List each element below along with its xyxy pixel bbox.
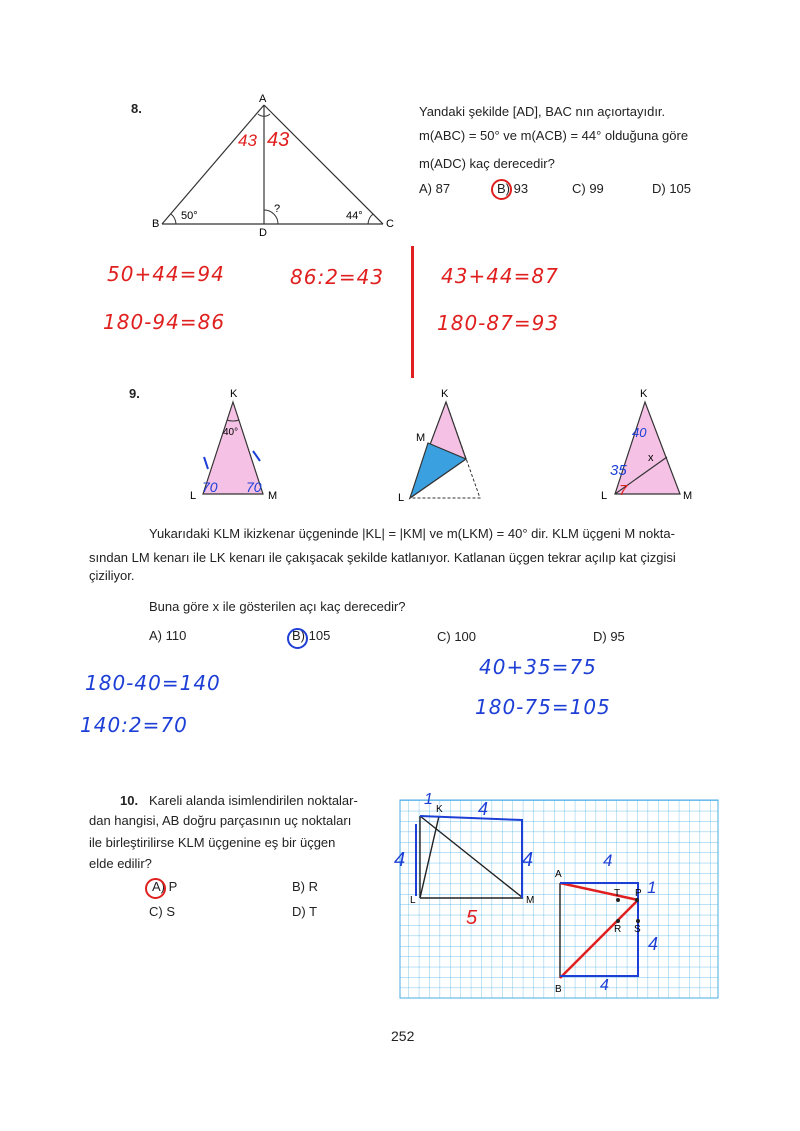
q10-hand-b: 4 bbox=[600, 977, 609, 994]
q10-label-m: M bbox=[526, 895, 535, 906]
q8-hand-half1: 43 bbox=[238, 131, 257, 150]
q8-label-c: C bbox=[386, 218, 394, 230]
q9-hand-l: 70 bbox=[202, 479, 218, 495]
q9-text-line1: Yukarıdaki KLM ikizkenar üçgeninde |KL| = |KM| ve m(LKM) = 40° dir. KLM üçgeni M nokta- bbox=[149, 526, 675, 541]
q10-label-t: T bbox=[614, 888, 621, 899]
q9-fig3-x: x bbox=[648, 452, 654, 464]
q10-label-b: B bbox=[555, 984, 562, 995]
q9-fig1-k: K bbox=[230, 388, 238, 400]
q8-text-line2: m(ABC) = 50° ve m(ACB) = 44° olduğuna göre bbox=[419, 128, 689, 143]
q8-option-b[interactable]: B) 93 bbox=[497, 181, 529, 196]
question-9-number: 9. bbox=[129, 386, 140, 401]
q10-text-line3: ile birleştirilirse KLM üçgenine eş bir üçgen bbox=[89, 835, 336, 850]
q10-option-b[interactable]: B) R bbox=[292, 879, 318, 894]
q10-option-d[interactable]: D) T bbox=[292, 904, 318, 919]
q9-text-line3: çiziliyor. bbox=[89, 568, 135, 583]
q8-angle-c: 44° bbox=[346, 210, 363, 222]
q8-triangle-figure bbox=[140, 88, 410, 243]
q8-option-d[interactable]: D) 105 bbox=[652, 181, 692, 196]
q10-label-l: L bbox=[410, 895, 416, 906]
q8-text-line3: m(ADC) kaç derecedir? bbox=[419, 156, 555, 171]
q9-triangle-figures bbox=[180, 385, 720, 510]
q9-hand-k3: 40 bbox=[632, 425, 647, 440]
q10-hand-a: 4 bbox=[603, 851, 613, 870]
q10-hand-p: 1 bbox=[647, 878, 657, 897]
q10-label-p: P bbox=[635, 888, 642, 899]
q9-work-right-2: 180-75=105 bbox=[475, 695, 611, 719]
question-8-number: 8. bbox=[131, 101, 142, 116]
q9-option-a[interactable]: A) 110 bbox=[149, 628, 187, 643]
q10-label-k: K bbox=[436, 804, 443, 815]
q8-hand-half2: 43 bbox=[267, 129, 290, 151]
q10-hand-left: 4 bbox=[394, 849, 406, 871]
q10-selected-answer-mark bbox=[145, 878, 166, 899]
q9-hand-l3a: 35 bbox=[610, 462, 627, 479]
q8-angle-b: 50° bbox=[181, 210, 198, 222]
q10-label-a: A bbox=[555, 869, 562, 880]
q8-label-d: D bbox=[259, 227, 267, 239]
q9-fig2-l: L bbox=[398, 492, 405, 504]
q8-option-a[interactable]: A) 87 bbox=[419, 181, 451, 196]
q10-text-line1: Kareli alanda isimlendirilen noktalar- bbox=[149, 793, 358, 808]
q8-label-a: A bbox=[259, 93, 267, 105]
q9-work-left-1: 180-40=140 bbox=[85, 671, 221, 695]
q10-hand-k: 1 bbox=[424, 791, 433, 808]
q9-question: Buna göre x ile gösterilen açı kaç derecedir? bbox=[149, 599, 406, 614]
page-number: 252 bbox=[391, 1028, 415, 1044]
q10-text-line2: dan hangisi, AB doğru parçasının uç noktaları bbox=[89, 813, 352, 828]
q10-hand-bottom: 5 bbox=[466, 907, 478, 929]
q8-work-right-1: 43+44=87 bbox=[441, 264, 559, 288]
q8-work-left-2: 180-94=86 bbox=[103, 310, 226, 334]
q10-hand-right: 4 bbox=[522, 849, 534, 871]
q10-hand-r: 4 bbox=[648, 934, 659, 954]
q10-text-line4: elde edilir? bbox=[89, 856, 152, 871]
q9-selected-answer-mark bbox=[287, 628, 308, 649]
q10-label-r: R bbox=[614, 924, 622, 935]
q9-hand-l3b: 7 bbox=[619, 482, 628, 499]
q9-fig1-m: M bbox=[268, 490, 278, 502]
q10-label-s: S bbox=[634, 924, 641, 935]
q8-work-left-1: 50+44=94 bbox=[107, 262, 225, 286]
q9-fig3-k: K bbox=[640, 388, 648, 400]
q10-option-c[interactable]: C) S bbox=[149, 904, 175, 919]
q9-fig2-m: M bbox=[416, 432, 426, 444]
q9-text-line2: sından LM kenarı ile LK kenarı ile çakışacak şekilde katlanıyor. Katlanan üçgen tekrar açılıp kat çizgisi bbox=[89, 550, 676, 565]
q9-fig3-m: M bbox=[683, 490, 693, 502]
q10-grid-figure bbox=[394, 790, 723, 1002]
q9-fig3-l: L bbox=[601, 490, 608, 502]
q8-work-mid: 86:2=43 bbox=[290, 265, 385, 289]
q10-hand-top: 4 bbox=[478, 799, 489, 819]
q8-work-divider bbox=[411, 246, 414, 378]
q9-fig2-k: K bbox=[441, 388, 449, 400]
q8-work-right-2: 180-87=93 bbox=[437, 311, 560, 335]
q9-option-d[interactable]: D) 95 bbox=[593, 629, 625, 644]
q9-option-b[interactable]: B) 105 bbox=[292, 628, 331, 643]
question-10-number: 10. bbox=[120, 793, 139, 808]
q10-option-a[interactable]: A) P bbox=[152, 879, 178, 894]
q8-selected-answer-mark bbox=[491, 179, 512, 200]
q9-work-right-1: 40+35=75 bbox=[479, 655, 597, 679]
q9-fig1-l: L bbox=[190, 490, 197, 502]
q8-angle-unknown: ? bbox=[274, 203, 281, 215]
q8-option-c[interactable]: C) 99 bbox=[572, 181, 604, 196]
q8-label-b: B bbox=[152, 218, 160, 230]
q9-hand-m: 70 bbox=[246, 479, 262, 495]
q9-work-left-2: 140:2=70 bbox=[80, 713, 188, 737]
q9-option-c[interactable]: C) 100 bbox=[437, 629, 477, 644]
q8-text-line1: Yandaki şekilde [AD], BAC nın açıortayıdır. bbox=[419, 104, 666, 119]
q9-fig1-apex: 40° bbox=[223, 427, 239, 438]
